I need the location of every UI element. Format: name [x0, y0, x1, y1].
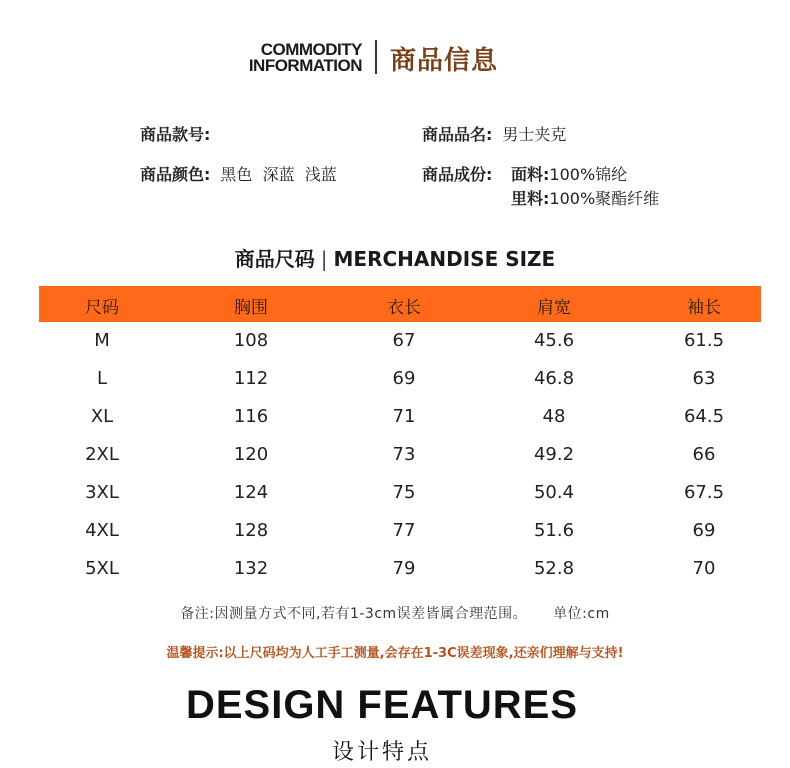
size-table-header-cell: 胸围 — [234, 298, 268, 318]
size-table-cell: 120 — [233, 444, 269, 465]
size-title-cn: 商品尺码 — [234, 247, 315, 271]
size-table-cell: 116 — [233, 406, 269, 427]
size-table-row — [0, 558, 790, 596]
size-table-header-cell: 肩宽 — [537, 298, 571, 318]
product-name-value: 男士夹克 — [502, 125, 567, 144]
size-table-cell: 132 — [233, 558, 269, 579]
size-table-row — [0, 520, 790, 558]
size-table-cell: M — [94, 330, 110, 351]
lining-label: 里料: — [511, 189, 550, 208]
size-section-title — [0, 243, 790, 272]
size-table-cell: 49.2 — [533, 444, 575, 465]
size-table-cell: 112 — [233, 368, 269, 389]
size-table-row — [0, 444, 790, 482]
fabric-value: 100%锦纶 — [549, 165, 628, 184]
section-header — [0, 38, 790, 78]
product-color — [140, 162, 337, 185]
product-composition-label: 商品成份: — [422, 165, 493, 184]
size-table-cell: L — [96, 368, 108, 389]
size-table-cell: 79 — [392, 558, 416, 579]
product-name — [422, 122, 566, 145]
size-table-row — [0, 482, 790, 520]
size-table-cell: 46.8 — [533, 368, 575, 389]
size-table-cell: 50.4 — [533, 482, 575, 503]
size-table-cell: 51.6 — [533, 520, 575, 541]
size-table-cell: 67 — [392, 330, 416, 351]
size-table-row — [0, 368, 790, 406]
size-table-cell: 77 — [392, 520, 416, 541]
size-table-cell: 64.5 — [683, 406, 725, 427]
fabric — [511, 162, 627, 185]
size-table-cell: 73 — [392, 444, 416, 465]
measurement-note — [0, 603, 790, 623]
size-table-cell: 69 — [392, 368, 416, 389]
note-text: 备注:因测量方式不同,若有1-3cm误差皆属合理范围。 — [180, 606, 528, 622]
size-table-cell: 3XL — [85, 482, 119, 503]
size-table-cell: 5XL — [85, 558, 119, 579]
size-table-header — [39, 286, 761, 322]
size-table-cell: 124 — [233, 482, 269, 503]
size-table-row — [0, 406, 790, 444]
warm-tip: 温馨提示:以上尺码均为人工手工测量,会存在1-3C误差现象,还亲们理解与支持! — [166, 646, 624, 661]
size-table-cell: 71 — [392, 406, 416, 427]
size-table-cell: 61.5 — [683, 330, 725, 351]
size-table-cell: XL — [90, 406, 114, 427]
style-number — [140, 122, 220, 145]
size-table-row — [0, 330, 790, 368]
size-table-cell: 108 — [233, 330, 269, 351]
size-table-cell: 128 — [233, 520, 269, 541]
size-title-separator: | — [320, 247, 328, 271]
size-table-cell: 2XL — [85, 444, 119, 465]
header-chinese: 商品信息 — [390, 46, 499, 76]
size-table-cell: 45.6 — [533, 330, 575, 351]
size-table-cell: 48 — [542, 406, 566, 427]
header-divider — [375, 40, 377, 74]
size-title-en: MERCHANDISE SIZE — [333, 247, 556, 271]
design-features-title: DESIGN FEATURES — [185, 683, 579, 727]
lining-value: 100%聚酯纤维 — [549, 189, 660, 208]
size-table-header-cell: 尺码 — [85, 298, 119, 318]
product-color-label: 商品颜色: — [140, 165, 211, 184]
product-name-label: 商品品名: — [422, 125, 493, 144]
style-number-label: 商品款号: — [140, 125, 211, 144]
header-english — [228, 42, 362, 74]
size-table-header-cell: 袖长 — [687, 298, 721, 318]
header-en-line2: INFORMATION — [248, 56, 362, 75]
size-table-cell: 69 — [692, 520, 716, 541]
size-table-cell: 52.8 — [533, 558, 575, 579]
size-table-cell: 4XL — [85, 520, 119, 541]
size-table-cell: 75 — [392, 482, 416, 503]
note-unit: 单位:cm — [553, 606, 610, 622]
size-table-cell: 70 — [692, 558, 716, 579]
lining — [511, 186, 659, 209]
product-color-value: 黑色 深蓝 浅蓝 — [220, 165, 337, 184]
size-table-cell: 66 — [692, 444, 716, 465]
product-composition — [422, 162, 492, 185]
size-table-header-cell: 衣长 — [387, 298, 421, 318]
design-features-subtitle: 设计特点 — [331, 740, 432, 765]
size-table-cell: 63 — [692, 368, 716, 389]
header-en-line1: COMMODITY — [260, 40, 362, 59]
size-table-cell: 67.5 — [683, 482, 725, 503]
fabric-label: 面料: — [511, 165, 550, 184]
